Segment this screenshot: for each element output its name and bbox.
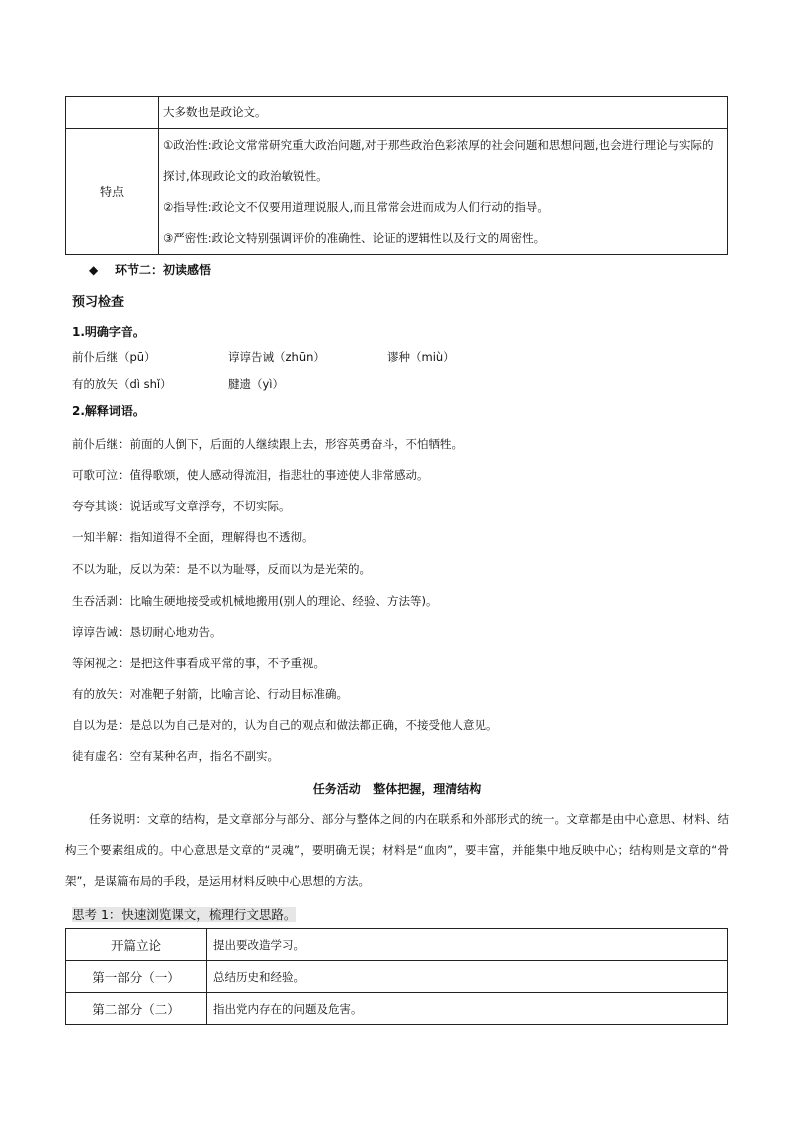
term-7: 谆谆告诫：恳切耐心地劝告。 <box>72 625 222 639</box>
term-9: 有的放矢：对准靶子射箭，比喻言论、行动目标准确。 <box>72 687 348 701</box>
q1-heading: 1.明确字音。 <box>72 325 145 339</box>
structure-label-1: 开篇立论 <box>66 929 207 961</box>
term-6: 生吞活剥：比喻生硬地接受或机械地搬用(别人的理论、经验、方法等)。 <box>72 594 438 608</box>
features-label: 特点 <box>99 185 124 199</box>
features-label-cell <box>66 129 159 255</box>
term-10: 自以为是：是总以为自己是对的，认为自己的观点和做法都正确，不接受他人意见。 <box>72 718 498 732</box>
section2-title: 环节二：初读感悟 <box>114 263 211 277</box>
pron-item-1: 前仆后继（pū） <box>72 350 156 364</box>
task-heading: 任务活动 整体把握，理清结构 <box>312 782 482 796</box>
intro-text: 大多数也是政论文。 <box>163 105 267 119</box>
preview-title: 预习检查 <box>72 295 125 310</box>
features-items-cell <box>159 129 728 255</box>
think-1-text: 思考 1：快速浏览课文，梳理行文思路。 <box>72 907 297 922</box>
pron-item-2: 谆谆告诫（zhūn） <box>228 350 325 364</box>
feature-item-2: ②指导性:政论文不仅要用道理说服人,而且常常会进而成为人们行动的指导。 <box>163 200 549 214</box>
think-1 <box>72 905 296 923</box>
term-11: 徒有虚名：空有某种名声，指名不副实。 <box>72 749 279 763</box>
term-8: 等闲视之：是把这件事看成平常的事，不予重视。 <box>72 656 325 670</box>
table-row <box>66 993 728 1025</box>
feature-item-1: ①政治性:政论文常常研究重大政治问题,对于那些政治色彩浓厚的社会问题和思想问题,也会进行理论与实际的探讨,体现政论文的政治敏锐性。 <box>163 138 714 183</box>
table-row <box>66 929 728 961</box>
structure-text-3: 指出党内存在的问题及危害。 <box>207 993 728 1025</box>
term-4: 一知半解：指知道得不全面，理解得也不透彻。 <box>72 530 314 544</box>
pron-item-3: 谬种（miù） <box>387 350 455 364</box>
structure-label-2: 第一部分（一） <box>66 961 207 993</box>
term-5: 不以为耻，反以为荣：是不以为耻辱，反而以为是光荣的。 <box>72 562 371 576</box>
task-description: 任务说明：文章的结构，是文章部分与部分、部分与整体之间的内在联系和外部形式的统一。文章都是由中心意思、材料、结构三个要素组成的。中心意思是文章的“灵魂”，要明确无误；材料是“血肉”，要丰富，并能集中地反映中心；结构则是文章的“骨架”，是谋篇布局的手段，是运用材料反映中心思想的方法。 <box>65 812 729 888</box>
structure-text-1: 提出要改造学习。 <box>207 929 728 961</box>
table-row <box>66 961 728 993</box>
structure-table <box>65 928 728 1025</box>
features-table <box>65 96 728 255</box>
pron-item-5: 腱遗（yì） <box>228 377 285 391</box>
q2-heading: 2.解释词语。 <box>72 404 145 418</box>
diamond-bullet-icon: ◆ <box>89 263 99 277</box>
pron-item-4: 有的放矢（dì shǐ） <box>72 377 172 391</box>
features-table-empty-cell <box>66 97 159 129</box>
term-2: 可歌可泣：值得歌颂，使人感动得流泪，指悲壮的事迹使人非常感动。 <box>72 468 429 482</box>
section2-heading <box>89 261 211 279</box>
structure-label-3: 第二部分（二） <box>66 993 207 1025</box>
term-3: 夸夸其谈：说话或写文章浮夸，不切实际。 <box>72 499 291 513</box>
features-table-intro-cell <box>159 97 728 129</box>
term-1: 前仆后继：前面的人倒下，后面的人继续跟上去，形容英勇奋斗，不怕牺牲。 <box>72 437 463 451</box>
structure-text-2: 总结历史和经验。 <box>207 961 728 993</box>
feature-item-3: ③严密性:政论文特别强调评价的准确性、论证的逻辑性以及行文的周密性。 <box>163 231 546 245</box>
